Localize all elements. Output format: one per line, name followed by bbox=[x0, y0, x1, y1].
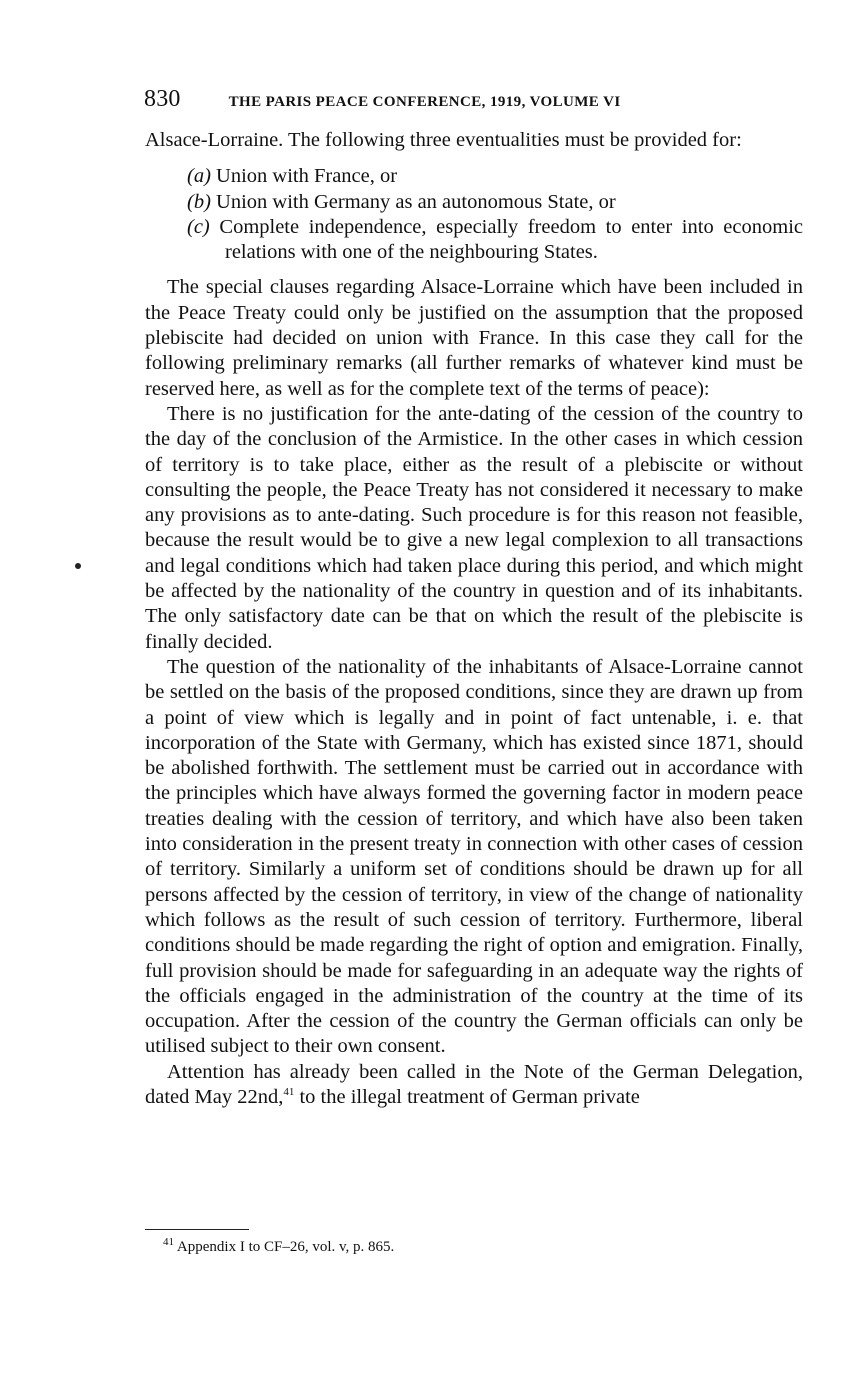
list-item-text: Union with France, or bbox=[216, 165, 398, 188]
footnote-text: Appendix I to CF–26, vol. v, p. 865. bbox=[174, 1239, 395, 1255]
paragraph-attention bbox=[145, 1060, 803, 1111]
list-marker: (a) bbox=[187, 165, 211, 188]
footnote bbox=[163, 1238, 723, 1256]
running-head: THE PARIS PEACE CONFERENCE, 1919, VOLUME VI bbox=[228, 94, 621, 110]
paragraph-ante-dating: There is no justification for the ante-dating of the cession of the country to the day of the conclusion of the Armistice. In the other cases in which cession of territory is to take place, either as the result of a plebiscite or without consulting the people, the Peace Treaty has not considered it necessary to make any provisions as to ante-dating. Such procedure is for this reason not feasible, because the result would be to give a new legal complexion to all transactions and legal conditions which had taken place during this period, and which might be affected by the nationality of the country in question and of its inhabitants. The only satisfactory date can be that on which the result of the plebiscite is finally decided. bbox=[145, 402, 803, 653]
paragraph-special-clauses: The special clauses regarding Alsace-Lorraine which have been included in the Peace Treaty could only be justified on the assumption that the proposed plebiscite had decided on union with France. In this case they call for the following preliminary remarks (all further remarks of whatever kind must be reserved here, as well as for the complete text of the terms of peace): bbox=[145, 276, 803, 400]
list-marker: (b) bbox=[187, 190, 211, 213]
list-item bbox=[145, 190, 803, 215]
list-item-text: Complete independence, especially freedom to enter into economic relations with one of the neighbouring States. bbox=[219, 215, 803, 264]
paragraph-attention-tail: to the illegal treatment of German private bbox=[294, 1085, 640, 1108]
page-header bbox=[144, 86, 804, 116]
footnote-marker: 41 bbox=[163, 1236, 174, 1248]
list-marker: (c) bbox=[187, 215, 210, 238]
paragraph-nationality: The question of the nationality of the inhabitants of Alsace-Lorraine cannot be settled on the basis of the proposed conditions, since they are drawn up from a point of view which is legally and in point of fact untenable, i. e. that incorporation of the State with Germany, which has existed since 1871, should be abolished forthwith. The settlement must be carried out in accordance with the principles which have always formed the governing factor in modern peace treaties dealing with the cession of territory, and which have also been taken into consideration in the present treaty in connection with other cases of cession of territory. Similarly a uniform set of conditions should be drawn up for all persons affected by the cession of territory, in view of the change of nationality which follows as the result of such cession of territory. Furthermore, liberal conditions should be made regarding the right of option and emigration. Finally, full provision should be made for safeguarding in an adequate way the rights of the officials engaged in the administration of the country at the time of its occupation. After the cession of the country the German officials can only be utilised subject to their own consent. bbox=[145, 655, 803, 1058]
list-item bbox=[145, 215, 803, 266]
intro-paragraph: Alsace-Lorraine. The following three eventualities must be provided for: bbox=[145, 129, 742, 151]
list-item-text: Union with Germany as an autonomous State, or bbox=[216, 190, 616, 213]
page-number: 830 bbox=[144, 86, 181, 112]
footnote-reference: 41 bbox=[283, 1086, 295, 1099]
page-body bbox=[145, 128, 803, 1110]
margin-dot bbox=[75, 563, 81, 569]
footnote-divider bbox=[145, 1229, 249, 1230]
paragraph-attention-text: Attention has already been called in the Note of the German Delegation, dated May 22nd, bbox=[145, 1060, 803, 1108]
eventualities-list bbox=[145, 164, 803, 265]
list-item bbox=[145, 164, 803, 189]
